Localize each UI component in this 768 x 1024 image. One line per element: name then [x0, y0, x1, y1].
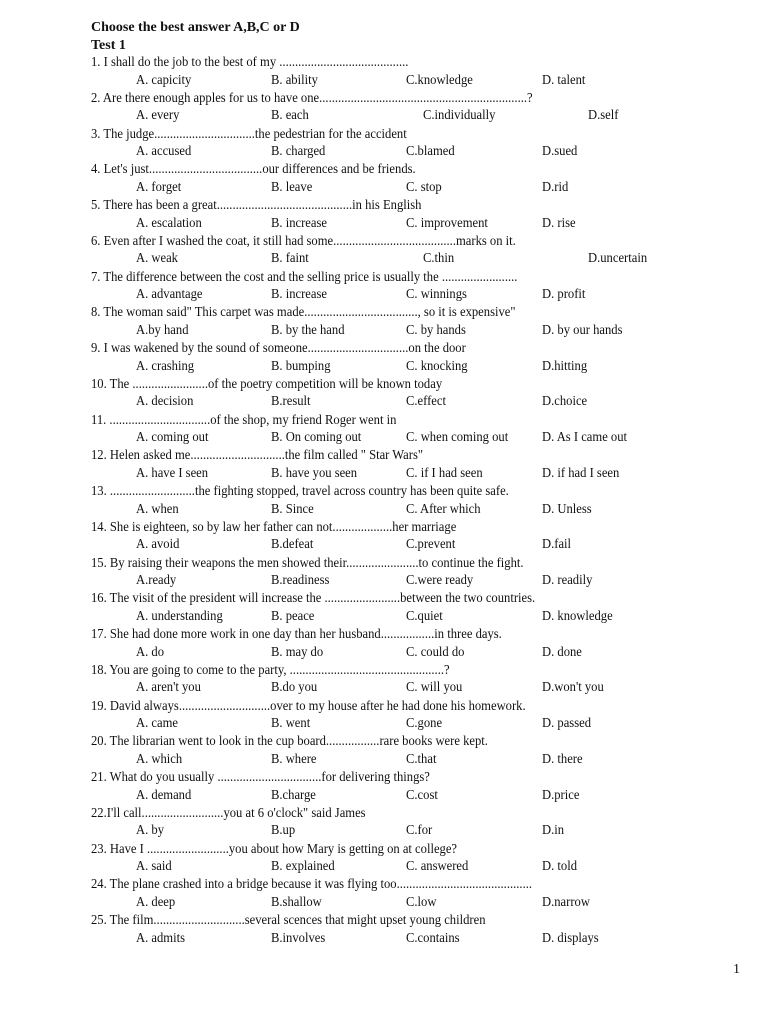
- question-item: [0, 412, 768, 448]
- question-text: 4. Let's just....................................our differences and be friends.: [91, 162, 416, 178]
- answer-option-d[interactable]: D.in: [542, 823, 565, 839]
- answer-option-c[interactable]: C. knocking: [406, 358, 468, 374]
- answer-option-c[interactable]: C. winnings: [406, 287, 467, 302]
- question-text: 12. Helen asked me..............................the film called " Star Wars": [91, 448, 424, 464]
- answer-option-b[interactable]: B. peace: [271, 608, 315, 624]
- answer-option-b[interactable]: B. faint: [271, 251, 309, 267]
- answer-option-b[interactable]: B.up: [271, 823, 296, 839]
- answer-option-c[interactable]: C.were ready: [406, 573, 474, 588]
- answer-option-b[interactable]: B.readiness: [271, 573, 330, 588]
- answer-option-c[interactable]: C. improvement: [406, 215, 488, 231]
- question-text: 22.I'll call..........................you at 6 o'clock" said James: [91, 805, 366, 821]
- question-item: [0, 841, 768, 877]
- answer-option-b[interactable]: B. increase: [271, 215, 327, 231]
- answer-option-c[interactable]: C.quiet: [406, 608, 443, 624]
- answer-option-c[interactable]: C.individually: [423, 108, 496, 124]
- question-item: [0, 662, 768, 698]
- answer-option-d[interactable]: D. displays: [542, 930, 599, 946]
- answer-option-c[interactable]: C.for: [406, 823, 433, 839]
- answer-option-b[interactable]: B. charged: [271, 144, 326, 159]
- answer-option-c[interactable]: C. After which: [406, 501, 481, 517]
- question-item: [0, 54, 768, 90]
- question-text: 19. David always.............................over to my house after he had done his homework.: [91, 698, 526, 714]
- answer-option-c[interactable]: C.low: [406, 894, 437, 910]
- question-item: [0, 126, 768, 162]
- question-item: [0, 769, 768, 805]
- answer-option-a[interactable]: A. escalation: [136, 215, 202, 231]
- answer-option-c[interactable]: C.contains: [406, 930, 460, 946]
- answer-option-d[interactable]: D.fail: [542, 537, 572, 553]
- answer-option-b[interactable]: B.do you: [271, 680, 318, 696]
- answer-option-d[interactable]: D.choice: [542, 394, 588, 410]
- answer-option-a[interactable]: A. every: [136, 108, 180, 124]
- answer-option-d[interactable]: D. if had I seen: [542, 465, 620, 481]
- answer-option-a[interactable]: A. demand: [136, 787, 192, 803]
- question-item: [0, 805, 768, 841]
- question-text: 9. I was wakened by the sound of someone................................on the door: [91, 341, 466, 356]
- answer-option-a[interactable]: A. avoid: [136, 537, 180, 553]
- question-text: 15. By raising their weapons the men showed their.......................to continue the fight.: [91, 555, 524, 571]
- question-text: 18. You are going to come to the party, .................................................?: [91, 662, 450, 678]
- question-text: 2. Are there enough apples for us to have one..................................................................?: [91, 90, 533, 106]
- answer-option-d[interactable]: D. done: [542, 644, 582, 660]
- test-title: Test 1: [91, 38, 126, 53]
- answer-option-c[interactable]: C. will you: [406, 680, 463, 696]
- question-text: 17. She had done more work in one day than her husband.................in three days.: [91, 627, 502, 642]
- question-text: 24. The plane crashed into a bridge because it was flying too...........................................: [91, 877, 533, 893]
- answer-option-d[interactable]: D.uncertain: [588, 251, 648, 267]
- question-text: 7. The difference between the cost and the selling price is usually the ........................: [91, 269, 518, 285]
- answer-option-d[interactable]: D. there: [542, 751, 583, 767]
- answer-option-b[interactable]: B. explained: [271, 859, 335, 874]
- question-item: [0, 590, 768, 626]
- answer-option-a[interactable]: A. said: [136, 859, 172, 874]
- answer-option-a[interactable]: A. deep: [136, 894, 176, 910]
- question-text: 14. She is eighteen, so by law her father can not...................her marriage: [91, 519, 457, 535]
- question-text: 20. The librarian went to look in the cup board.................rare books were kept.: [91, 734, 488, 750]
- answer-option-c[interactable]: C. answered: [406, 859, 469, 874]
- answer-option-a[interactable]: A. forget: [136, 179, 182, 195]
- answer-option-d[interactable]: D. told: [542, 859, 578, 874]
- answer-option-d[interactable]: D.self: [588, 108, 619, 124]
- question-text: 16. The visit of the president will increase the ........................between the two countries.: [91, 591, 536, 607]
- answer-option-a[interactable]: A. do: [136, 644, 165, 660]
- question-text: 10. The ........................of the poetry competition will be known today: [91, 376, 443, 392]
- answer-option-a[interactable]: A.by hand: [136, 322, 189, 338]
- answer-option-d[interactable]: D.sued: [542, 144, 578, 159]
- answer-option-b[interactable]: B. by the hand: [271, 322, 345, 338]
- answer-option-b[interactable]: B. leave: [271, 179, 313, 195]
- answer-option-a[interactable]: A.ready: [136, 573, 177, 588]
- answer-option-c[interactable]: C.knowledge: [406, 72, 473, 88]
- answer-option-a[interactable]: A. aren't you: [136, 680, 201, 696]
- answer-option-a[interactable]: A. weak: [136, 251, 178, 267]
- answer-option-b[interactable]: B.shallow: [271, 894, 322, 910]
- answer-option-b[interactable]: B.charge: [271, 787, 316, 803]
- question-item: [0, 197, 768, 233]
- question-text: 8. The woman said" This carpet was made...................................., so it is expensive": [91, 305, 516, 321]
- question-list: [0, 54, 768, 948]
- question-text: 6. Even after I washed the coat, it still had some.......................................marks on it.: [91, 233, 516, 249]
- answer-option-d[interactable]: D.rid: [542, 179, 569, 195]
- question-text: 11. ................................of the shop, my friend Roger went in: [91, 412, 397, 428]
- answer-option-c[interactable]: C.thin: [423, 251, 455, 267]
- answer-option-d[interactable]: D.won't you: [542, 680, 604, 696]
- question-item: [0, 233, 768, 269]
- question-item: [0, 447, 768, 483]
- question-item: [0, 304, 768, 340]
- question-text: 23. Have I ..........................you about how Mary is getting on at college?: [91, 841, 458, 857]
- question-item: [0, 876, 768, 912]
- answer-option-c[interactable]: C. if I had seen: [406, 465, 483, 481]
- answer-option-a[interactable]: A. which: [136, 751, 183, 767]
- question-item: [0, 698, 768, 734]
- question-text: 5. There has been a great...........................................in his English: [91, 198, 422, 213]
- answer-option-c[interactable]: C.cost: [406, 787, 438, 803]
- answer-option-a[interactable]: A. by: [136, 823, 165, 839]
- answer-option-d[interactable]: D. knowledge: [542, 608, 613, 624]
- question-item: [0, 555, 768, 591]
- answer-option-c[interactable]: C.gone: [406, 716, 443, 731]
- question-item: [0, 340, 768, 376]
- answer-option-b[interactable]: B. went: [271, 716, 311, 731]
- answer-option-b[interactable]: B. each: [271, 108, 309, 124]
- answer-option-c[interactable]: C. stop: [406, 179, 442, 195]
- answer-option-d[interactable]: D. As I came out: [542, 430, 628, 445]
- instruction-heading: Choose the best answer A,B,C or D: [91, 20, 300, 35]
- question-text: 1. I shall do the job to the best of my .........................................: [91, 55, 409, 70]
- question-item: [0, 269, 768, 305]
- answer-option-b[interactable]: B. bumping: [271, 358, 331, 374]
- answer-option-a[interactable]: A. admits: [136, 930, 186, 946]
- answer-option-b[interactable]: B. On coming out: [271, 430, 362, 445]
- question-item: [0, 912, 768, 948]
- answer-option-a[interactable]: A. crashing: [136, 358, 195, 374]
- question-text: 21. What do you usually .................................for delivering things?: [91, 770, 430, 785]
- question-item: [0, 733, 768, 769]
- question-text: 25. The film.............................several scences that might upset young children: [91, 913, 486, 928]
- answer-option-b[interactable]: B.result: [271, 394, 311, 410]
- answer-option-c[interactable]: C.that: [406, 751, 437, 767]
- answer-option-c[interactable]: C.blamed: [406, 144, 455, 159]
- answer-option-b[interactable]: B.involves: [271, 930, 326, 946]
- question-text: 13. ...........................the fighting stopped, travel across country has been quite safe.: [91, 484, 509, 499]
- question-item: [0, 376, 768, 412]
- answer-option-d[interactable]: D. passed: [542, 716, 591, 731]
- question-item: [0, 519, 768, 555]
- answer-option-d[interactable]: D. Unless: [542, 501, 592, 517]
- answer-option-b[interactable]: B. where: [271, 751, 317, 767]
- answer-option-d[interactable]: D. profit: [542, 287, 586, 302]
- answer-option-c[interactable]: C. could do: [406, 644, 465, 660]
- question-item: [0, 90, 768, 126]
- question-item: [0, 161, 768, 197]
- answer-option-c[interactable]: C. by hands: [406, 322, 466, 338]
- answer-option-a[interactable]: A. advantage: [136, 287, 203, 302]
- question-text: 3. The judge................................the pedestrian for the accident: [91, 126, 407, 142]
- answer-option-d[interactable]: D. by our hands: [542, 322, 623, 338]
- question-item: [0, 483, 768, 519]
- answer-option-a[interactable]: A. capicity: [136, 72, 192, 88]
- answer-option-a[interactable]: A. understanding: [136, 608, 223, 624]
- answer-option-b[interactable]: B. Since: [271, 501, 314, 517]
- answer-option-a[interactable]: A. accused: [136, 144, 192, 159]
- question-item: [0, 626, 768, 662]
- answer-option-b[interactable]: B.defeat: [271, 537, 314, 553]
- answer-option-c[interactable]: C.prevent: [406, 537, 456, 553]
- answer-option-d[interactable]: D.narrow: [542, 894, 590, 910]
- answer-option-c[interactable]: C.effect: [406, 394, 447, 410]
- answer-option-a[interactable]: A. decision: [136, 394, 194, 410]
- answer-option-c[interactable]: C. when coming out: [406, 430, 509, 445]
- answer-option-d[interactable]: D.price: [542, 787, 580, 803]
- answer-option-d[interactable]: D. rise: [542, 215, 576, 231]
- answer-option-a[interactable]: A. came: [136, 716, 178, 731]
- answer-option-b[interactable]: B. increase: [271, 287, 327, 302]
- answer-option-b[interactable]: B. ability: [271, 72, 318, 88]
- answer-option-b[interactable]: B. may do: [271, 644, 324, 660]
- answer-option-d[interactable]: D.hitting: [542, 358, 588, 374]
- answer-option-a[interactable]: A. coming out: [136, 430, 209, 445]
- answer-option-d[interactable]: D. talent: [542, 72, 586, 88]
- answer-option-a[interactable]: A. have I seen: [136, 465, 209, 481]
- page-number: 1: [733, 962, 740, 977]
- answer-option-a[interactable]: A. when: [136, 501, 179, 517]
- answer-option-d[interactable]: D. readily: [542, 573, 593, 588]
- answer-option-b[interactable]: B. have you seen: [271, 465, 358, 481]
